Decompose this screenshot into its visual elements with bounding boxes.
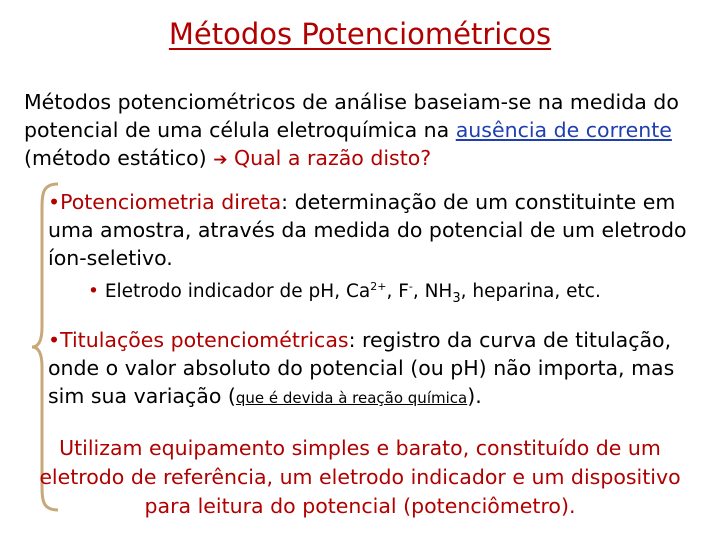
indicator-electrode-subitem bbox=[88, 274, 688, 312]
arrow-right-icon: ➔ bbox=[213, 150, 228, 170]
question-text: Qual a razão disto? bbox=[233, 146, 432, 170]
subitem-suffix: , heparina, etc. bbox=[460, 281, 601, 303]
titrations-text: : registro da curva de titulação, onde o valor absoluto do potencial (ou pH) não importa, mas sim sua variação ( bbox=[48, 328, 675, 408]
subitem-fluoride: , F bbox=[386, 281, 409, 303]
static-method-text: (método estático) bbox=[24, 146, 214, 170]
intro-paragraph bbox=[24, 88, 704, 174]
intro-text: Métodos potenciométricos de análise baseiam-se na medida do potencial de uma célula eletroquímica na bbox=[24, 90, 679, 142]
potentiometric-titrations-item bbox=[48, 326, 698, 412]
direct-potentiometry-text: : determinação de um constituinte em uma amostra, através da medida do potencial de um eletrodo íon-seletivo. bbox=[48, 190, 687, 270]
page-title: Métodos Potenciométricos bbox=[168, 17, 552, 51]
fluoride-charge: - bbox=[408, 280, 413, 293]
absence-of-current-link[interactable]: ausência de corrente bbox=[455, 118, 672, 142]
calcium-charge: 2+ bbox=[370, 280, 387, 293]
bullet-icon: • bbox=[48, 328, 61, 352]
titrations-end: ). bbox=[467, 384, 482, 408]
conclusion-text: Utilizam equipamento simples e barato, constituído de um eletrodo de referência, um eletrodo indicador e um dispositivo para leitura do potencial (potenciômetro). bbox=[39, 436, 681, 518]
titrations-term: Titulações potenciométricas bbox=[60, 328, 349, 352]
direct-potentiometry-term: Potenciometria direta bbox=[60, 190, 282, 214]
ammonia-subscript: 3 bbox=[452, 290, 461, 306]
direct-potentiometry-item bbox=[48, 188, 698, 272]
chemical-reaction-note: que é devida à reação química bbox=[235, 389, 468, 407]
bullet-icon: • bbox=[48, 190, 61, 214]
sub-bullet-icon: • bbox=[88, 281, 99, 303]
subitem-ammonia: , NH bbox=[412, 281, 453, 303]
subitem-prefix: Eletrodo indicador de pH, Ca bbox=[104, 281, 371, 303]
